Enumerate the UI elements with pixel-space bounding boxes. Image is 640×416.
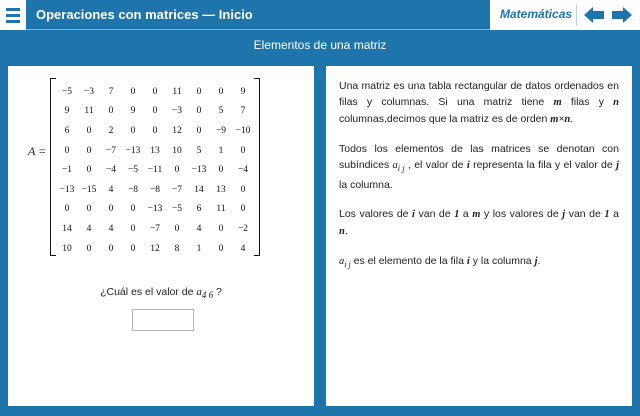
matrix-cell: 4	[108, 223, 114, 234]
matrix-cell: 1	[196, 243, 202, 254]
matrix-cell: 0	[86, 165, 92, 176]
matrix-cell: 0	[196, 86, 202, 97]
matrix-cell: 11	[172, 86, 182, 97]
section-title: Elementos de una matriz	[253, 38, 387, 52]
matrix-cell: −15	[81, 184, 97, 195]
matrix-row	[56, 219, 254, 239]
matrix-cell: 0	[64, 145, 70, 156]
subject-label: Matemáticas	[500, 7, 573, 21]
matrix-row	[56, 82, 254, 102]
matrix-cell: 4	[196, 223, 202, 234]
matrix-cell: 0	[108, 204, 114, 215]
hamburger-icon	[6, 8, 20, 11]
matrix-cell: 0	[196, 106, 202, 117]
matrix-cell: −11	[147, 165, 163, 176]
paragraph-definition: Una matriz es una tabla rectangular de datos ordenados en filas y columnas. Si una matriz tiene m filas y n columnas,decimos que la matriz es de orden m×n.	[339, 80, 619, 125]
app-title: Operaciones con matrices — Inicio	[36, 7, 253, 22]
matrix-row	[56, 200, 254, 220]
matrix-cell: −5	[171, 204, 183, 215]
matrix-cell: 0	[240, 204, 246, 215]
matrix-cell: 13	[216, 184, 226, 195]
matrix-cell: −13	[59, 184, 75, 195]
matrix-cell: −3	[171, 106, 183, 117]
matrix-grid	[56, 82, 254, 258]
matrix-cell: 0	[130, 204, 136, 215]
matrix-row	[56, 102, 254, 122]
matrix-cell: 0	[86, 243, 92, 254]
matrix-cell: −2	[237, 223, 249, 234]
matrix-cell: −8	[149, 184, 161, 195]
matrix-cell: 14	[62, 223, 72, 234]
matrix-cell: 9	[240, 86, 246, 97]
explanation-text	[339, 78, 619, 286]
matrix-cell: 0	[108, 106, 114, 117]
matrix-cell: 0	[218, 223, 224, 234]
matrix-cell: 0	[86, 125, 92, 136]
paragraph-ranges: Los valores de i van de 1 a m y los valores de j van de 1 a n.	[339, 208, 619, 237]
matrix-cell: 0	[86, 145, 92, 156]
matrix-cell: 0	[174, 223, 180, 234]
matrix-cell: −1	[61, 165, 73, 176]
matrix-row	[56, 239, 254, 259]
paragraph-element: $a_{i j}$ es el elemento de la fila i y la columna j.	[339, 255, 541, 269]
matrix-row	[56, 121, 254, 141]
explanation-panel	[326, 66, 632, 406]
matrix-cell: −7	[105, 145, 117, 156]
matrix-cell: 11	[216, 204, 226, 215]
matrix-cell: 14	[194, 184, 204, 195]
matrix-cell: 0	[152, 125, 158, 136]
matrix-cell: 0	[240, 145, 246, 156]
matrix-cell: −8	[127, 184, 139, 195]
matrix-cell: 7	[108, 86, 114, 97]
matrix-cell: −4	[105, 165, 117, 176]
matrix-cell: 0	[218, 86, 224, 97]
matrix-cell: 13	[150, 145, 160, 156]
matrix-cell: 0	[86, 204, 92, 215]
matrix-cell: −13	[125, 145, 141, 156]
matrix-cell: 0	[240, 184, 246, 195]
matrix-cell: 6	[64, 125, 70, 136]
matrix-row	[56, 180, 254, 200]
matrix-cell: 10	[172, 145, 182, 156]
matrix-cell: 10	[62, 243, 72, 254]
matrix-cell: 5	[196, 145, 202, 156]
divider	[576, 4, 577, 26]
matrix-cell: 0	[218, 165, 224, 176]
matrix-cell: 0	[108, 243, 114, 254]
paragraph-subscripts: Todos los elementos de las matrices se denotan con subíndices $a_{i j}$ , el valor de i representa la fila y el valor de j la columna.	[339, 143, 619, 191]
matrix-panel	[8, 66, 314, 406]
matrix-cell: −10	[235, 125, 251, 136]
matrix-cell: 11	[84, 106, 94, 117]
header-bar	[0, 0, 640, 30]
matrix-cell: 0	[218, 243, 224, 254]
matrix-cell: 6	[196, 204, 202, 215]
nav-box	[490, 0, 640, 30]
matrix-cell: 0	[130, 125, 136, 136]
matrix-cell: 4	[108, 184, 114, 195]
matrix-cell: 7	[240, 106, 246, 117]
matrix-cell: 0	[174, 165, 180, 176]
matrix-cell: 9	[130, 106, 136, 117]
matrix-cell: 1	[218, 145, 224, 156]
matrix-row	[56, 160, 254, 180]
matrix-cell: −9	[215, 125, 227, 136]
matrix-cell: 0	[152, 86, 158, 97]
matrix-cell: 4	[86, 223, 92, 234]
matrix-cell: −7	[171, 184, 183, 195]
matrix-cell: 0	[152, 106, 158, 117]
matrix-cell: 0	[64, 204, 70, 215]
matrix-cell: 0	[196, 125, 202, 136]
matrix-cell: 5	[218, 106, 224, 117]
answer-input[interactable]	[132, 309, 194, 331]
matrix-cell: 12	[150, 243, 160, 254]
matrix-cell: 12	[172, 125, 182, 136]
matrix-cell: −5	[127, 165, 139, 176]
matrix-cell: −13	[191, 165, 207, 176]
matrix-cell: 0	[130, 243, 136, 254]
matrix-cell: 0	[130, 86, 136, 97]
matrix-cell: 4	[240, 243, 246, 254]
right-bracket	[254, 78, 260, 256]
matrix-row	[56, 141, 254, 161]
previous-arrow-icon[interactable]	[584, 6, 604, 24]
matrix-cell: 8	[174, 243, 180, 254]
next-arrow-icon[interactable]	[612, 6, 632, 24]
menu-button[interactable]	[0, 0, 26, 30]
matrix-cell: 0	[130, 223, 136, 234]
matrix-cell: −5	[61, 86, 73, 97]
question-text: ¿Cuál es el valor de a4 6 ?	[100, 286, 222, 300]
matrix-cell: −4	[237, 165, 249, 176]
matrix-cell: 9	[64, 106, 70, 117]
matrix-cell: 2	[108, 125, 114, 136]
matrix-cell: −3	[83, 86, 95, 97]
matrix-cell: −13	[147, 204, 163, 215]
matrix-cell: −7	[149, 223, 161, 234]
matrix-label: A =	[28, 144, 47, 158]
